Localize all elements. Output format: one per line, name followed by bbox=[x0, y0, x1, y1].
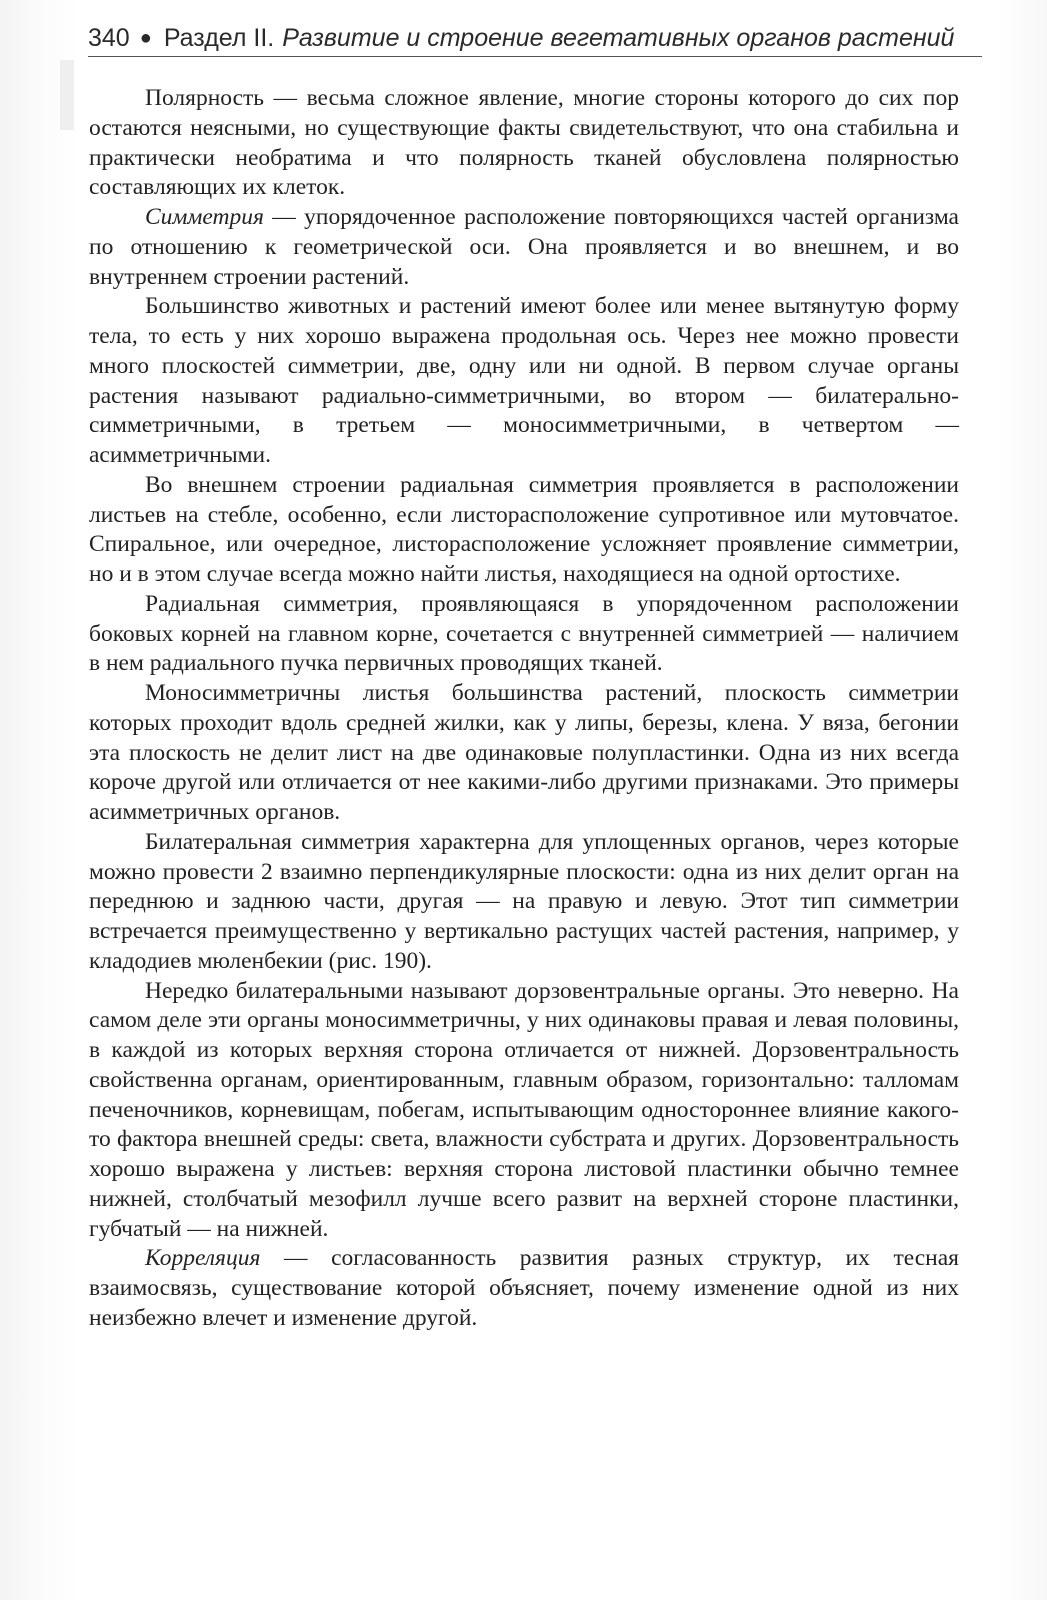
term-symmetry: Симметрия bbox=[145, 204, 264, 230]
section-title: Развитие и строение вегетативных органов растений bbox=[282, 24, 955, 52]
page-number: 340 bbox=[88, 24, 130, 52]
term-correlation: Корреляция bbox=[145, 1245, 261, 1272]
paragraph-polarity bbox=[89, 84, 959, 203]
paragraph-text: Билатеральная симметрия характерна для уплощенных органов, через которые можно провести 2 взаимно перпендикулярные плоскости: одна из них делит орган на переднюю и заднюю части, другая — на правую и левую. Этот тип симметрии встречается преимущественно у вертикально растущих частей растения, например, у кладодиев мюленбекии (рис. 190). bbox=[89, 828, 959, 974]
paragraph-text: Радиальная симметрия, проявляющаяся в упорядоченном расположении боковых корней на главном корне, сочетается с внутренней симметрией — наличием в нем радиального пучка первичных проводящих тканей. bbox=[89, 590, 959, 677]
paragraph-correlation bbox=[89, 1244, 959, 1333]
paragraph-text: Большинство животных и растений имеют более или менее вытянутую форму тела, то есть у них хорошо выражена продольная ось. Через нее можно провести много плоскостей симметрии, две, одну или ни одной. В первом случае органы растения называют радиально-симметричными, во втором — билатерально-симметричными, в третьем — моносимметричными, в четвертом — асимметричными. bbox=[89, 293, 959, 468]
paragraph-dorsiventral bbox=[89, 977, 959, 1245]
paragraph-body-shape bbox=[89, 292, 959, 471]
paragraph-text: Моносимметричны листья большинства растений, плоскость симметрии которых проходит вдоль средней жилки, как у липы, березы, клена. У вяза, бегонии эта плоскость не делит лист на две одинаковые полупластинки. Одна из них всегда короче другой или отличается от нее какими-либо другими признаками. Это примеры асимметричных органов. bbox=[89, 680, 959, 825]
section-label: Раздел II. bbox=[163, 24, 275, 52]
header-rule bbox=[88, 56, 982, 57]
body-text bbox=[89, 84, 959, 1334]
paragraph-bilateral bbox=[89, 828, 959, 977]
bullet-icon: ● bbox=[139, 27, 152, 49]
paragraph-radial-roots bbox=[89, 590, 959, 679]
paragraph-symmetry bbox=[89, 203, 959, 292]
paragraph-text: Нередко билатеральными называют дорзовентральные органы. Это неверно. На самом деле эти органы моносимметричны, у них одинаковы правая и левая половины, в каждой из которых верхняя сторона отличается от нижней. Дорзовентральность свойственна органам, ориентированным, главным образом, горизонтально: талломам печеночников, корневищам, побегам, испытывающим одностороннее влияние какого-то фактора внешней среды: света, влажности субстрата и других. Дорзовентральность хорошо выражена у листьев: верхняя сторона листовой пластинки обычно темнее нижней, столбчатый мезофилл лучше всего развит на верхней стороне пластинки, губчатый — на нижней. bbox=[89, 977, 959, 1242]
paragraph-radial-external bbox=[89, 471, 959, 590]
paragraph-text: Во внешнем строении радиальная симметрия проявляется в расположении листьев на стебле, особенно, если листорасположение супротивное или мутовчатое. Спиральное, или очередное, листорасположение усложняет проявление симметрии, но и в этом случае всегда можно найти листья, находящиеся на одной ортостихе. bbox=[89, 471, 959, 587]
scan-shadow bbox=[60, 60, 74, 130]
paragraph-text: — согласованность развития разных структур, их тесная взаимосвязь, существование которой объясняет, почему изменение одной из них неизбежно влечет и изменение другой. bbox=[89, 1245, 959, 1331]
paragraph-text: Полярность — весьма сложное явление, многие стороны которого до сих пор остаются неясными, но существующие факты свидетельствуют, что она стабильна и практически необратима и что полярность тканей обусловлена полярностью составляющих их клеток. bbox=[89, 85, 959, 201]
running-header bbox=[88, 18, 980, 58]
paragraph-monosymmetric bbox=[89, 679, 959, 828]
paragraph-text: — упорядоченное расположение повторяющихся частей организма по отношению к геометрической оси. Она проявляется и во внешнем, и во внутреннем строении растений. bbox=[89, 204, 959, 290]
